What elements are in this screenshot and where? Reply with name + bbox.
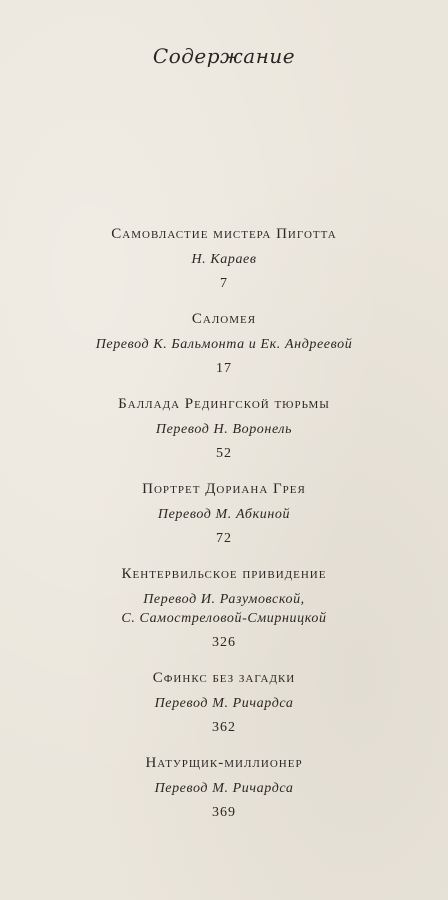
toc-entry — [0, 479, 448, 548]
entry-page-number: 326 — [212, 635, 236, 650]
table-of-contents — [0, 224, 448, 838]
toc-entry — [0, 668, 448, 737]
entry-title: Сфинкс без загадки — [152, 670, 296, 686]
entry-translator: Перевод М. Ричардса — [154, 696, 294, 711]
page-title: Содержание — [152, 44, 296, 68]
entry-page-number: 72 — [216, 531, 232, 546]
entry-page-number: 369 — [212, 805, 236, 820]
entry-page-number: 362 — [212, 720, 236, 735]
entry-title: Баллада Редингской тюрьмы — [118, 396, 330, 412]
entry-page-number: 17 — [216, 361, 232, 376]
entry-page-number: 7 — [220, 276, 228, 291]
entry-translator: С. Самостреловой-Смирницкой — [121, 611, 327, 626]
toc-entry — [0, 224, 448, 293]
entry-title: Саломея — [191, 311, 257, 327]
entry-title: Натурщик-миллионер — [145, 755, 303, 771]
entry-title: Портрет Дориана Грея — [142, 481, 306, 497]
toc-entry — [0, 394, 448, 463]
toc-entry — [0, 753, 448, 822]
entry-translator: Н. Караев — [191, 252, 257, 267]
entry-translator: Перевод И. Разумовской, — [143, 592, 305, 607]
toc-entry — [0, 564, 448, 652]
entry-title: Кентервильское привидение — [121, 566, 327, 582]
entry-translator: Перевод М. Ричардса — [154, 781, 294, 796]
entry-translator: Перевод К. Бальмонта и Ек. Андреевой — [95, 337, 353, 352]
entry-title: Самовластие мистера Пиготта — [111, 226, 337, 242]
toc-entry — [0, 309, 448, 378]
entry-page-number: 52 — [216, 446, 232, 461]
entry-translator: Перевод Н. Воронель — [155, 422, 293, 437]
entry-translator: Перевод М. Абкиной — [157, 507, 291, 522]
